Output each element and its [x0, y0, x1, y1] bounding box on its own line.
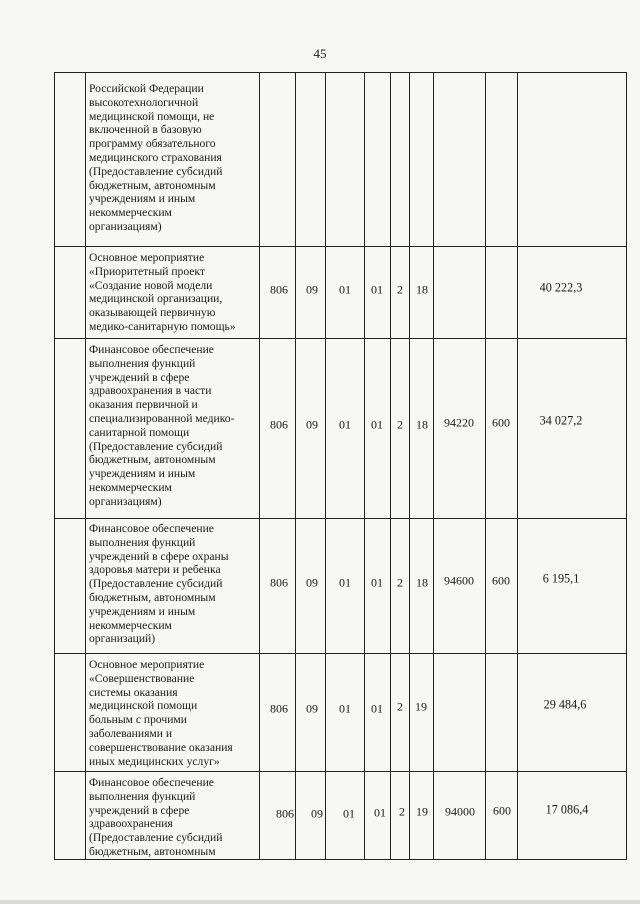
- row-description: Финансовое обеспечение выполнения функций учреждений в сфере охраны здоровья матери и ребенка (Предоставление субсидий бюджетным, автономным учреждениям и иным некоммерческим организаций): [89, 522, 229, 646]
- row-description: Основное мероприятие «Совершенствование системы оказания медицинской помощи больным с прочими заболеваниями и совершенствование оказания иных медицинских услуг»: [89, 658, 233, 768]
- cell-cs-subprogram: 2: [397, 282, 403, 297]
- cell-pr: 01: [339, 417, 351, 432]
- cell-amount: 6 195,1: [542, 571, 580, 586]
- cell-vr: 600: [492, 573, 510, 588]
- row-divider: [55, 246, 626, 247]
- cell-amount: 17 086,4: [545, 802, 589, 817]
- cell-cs-direction: 94600: [444, 573, 474, 588]
- cell-rz: 09: [306, 575, 318, 590]
- cell-cs-subprogram: 2: [397, 699, 403, 714]
- row-divider: [55, 771, 626, 772]
- column-divider: [485, 73, 486, 859]
- column-divider: [433, 73, 434, 859]
- cell-cs-program: 01: [371, 575, 383, 590]
- cell-ved: 806: [270, 701, 288, 716]
- cell-amount: 29 484,6: [543, 697, 587, 712]
- cell-cs-subprogram: 2: [397, 417, 403, 432]
- page-number: 45: [313, 46, 327, 61]
- row-description: Основное мероприятие «Приоритетный проект «Создание новой модели медицинской организации, оказывающей первичную медико-санитарную помощь»: [89, 251, 236, 333]
- cell-cs-event: 18: [416, 575, 428, 590]
- cell-cs-subprogram: 2: [397, 575, 403, 590]
- column-divider: [409, 73, 410, 859]
- scan-edge: [0, 900, 640, 904]
- cell-ved: 806: [270, 282, 288, 297]
- cell-cs-program: 01: [374, 805, 386, 820]
- cell-cs-program: 01: [371, 282, 383, 297]
- cell-ved: 806: [270, 575, 288, 590]
- cell-amount: 40 222,3: [539, 280, 583, 295]
- column-divider: [390, 73, 391, 859]
- row-divider: [55, 518, 626, 519]
- cell-ved: 806: [276, 806, 294, 821]
- cell-cs-event: 18: [416, 417, 428, 432]
- cell-pr: 01: [339, 575, 351, 590]
- cell-rz: 09: [306, 417, 318, 432]
- row-divider: [55, 653, 626, 654]
- cell-cs-direction: 94000: [445, 804, 475, 819]
- cell-cs-event: 19: [415, 699, 427, 714]
- cell-cs-program: 01: [371, 417, 383, 432]
- cell-rz: 09: [311, 806, 323, 821]
- cell-pr: 01: [339, 282, 351, 297]
- column-divider: [517, 73, 518, 859]
- cell-pr: 01: [343, 806, 355, 821]
- cell-ved: 806: [270, 417, 288, 432]
- row-description: Финансовое обеспечение выполнения функций учреждений в сфере здравоохранения (Предоставление субсидий бюджетным, автономным: [89, 776, 223, 858]
- budget-table: [54, 72, 627, 860]
- cell-cs-direction: 94220: [444, 415, 474, 430]
- cell-cs-subprogram: 2: [399, 804, 405, 819]
- row-divider: [55, 338, 626, 339]
- row-description: Российской Федерации высокотехнологичной медицинской помощи, не включенной в базовую программу обязательного медицинского страхования (Предоставление субсидий бюджетным, автономным учреждениям и иным некоммерческим организациям): [89, 82, 223, 233]
- cell-vr: 600: [492, 415, 510, 430]
- cell-rz: 09: [306, 282, 318, 297]
- column-divider: [325, 73, 326, 859]
- row-description: Финансовое обеспечение выполнения функций учреждений в сфере здравоохранения в части оказания первичной и специализированной медико- санитарной помощи (Предоставление субсидий бюджетным, автономным учреждениям и иным некоммерческим организациям): [89, 343, 235, 508]
- cell-amount: 34 027,2: [539, 413, 583, 428]
- cell-cs-event: 19: [416, 804, 428, 819]
- cell-rz: 09: [306, 701, 318, 716]
- cell-cs-program: 01: [371, 701, 383, 716]
- cell-pr: 01: [339, 701, 351, 716]
- cell-cs-event: 18: [416, 282, 428, 297]
- column-divider: [85, 73, 86, 859]
- cell-vr: 600: [493, 803, 511, 818]
- column-divider: [364, 73, 365, 859]
